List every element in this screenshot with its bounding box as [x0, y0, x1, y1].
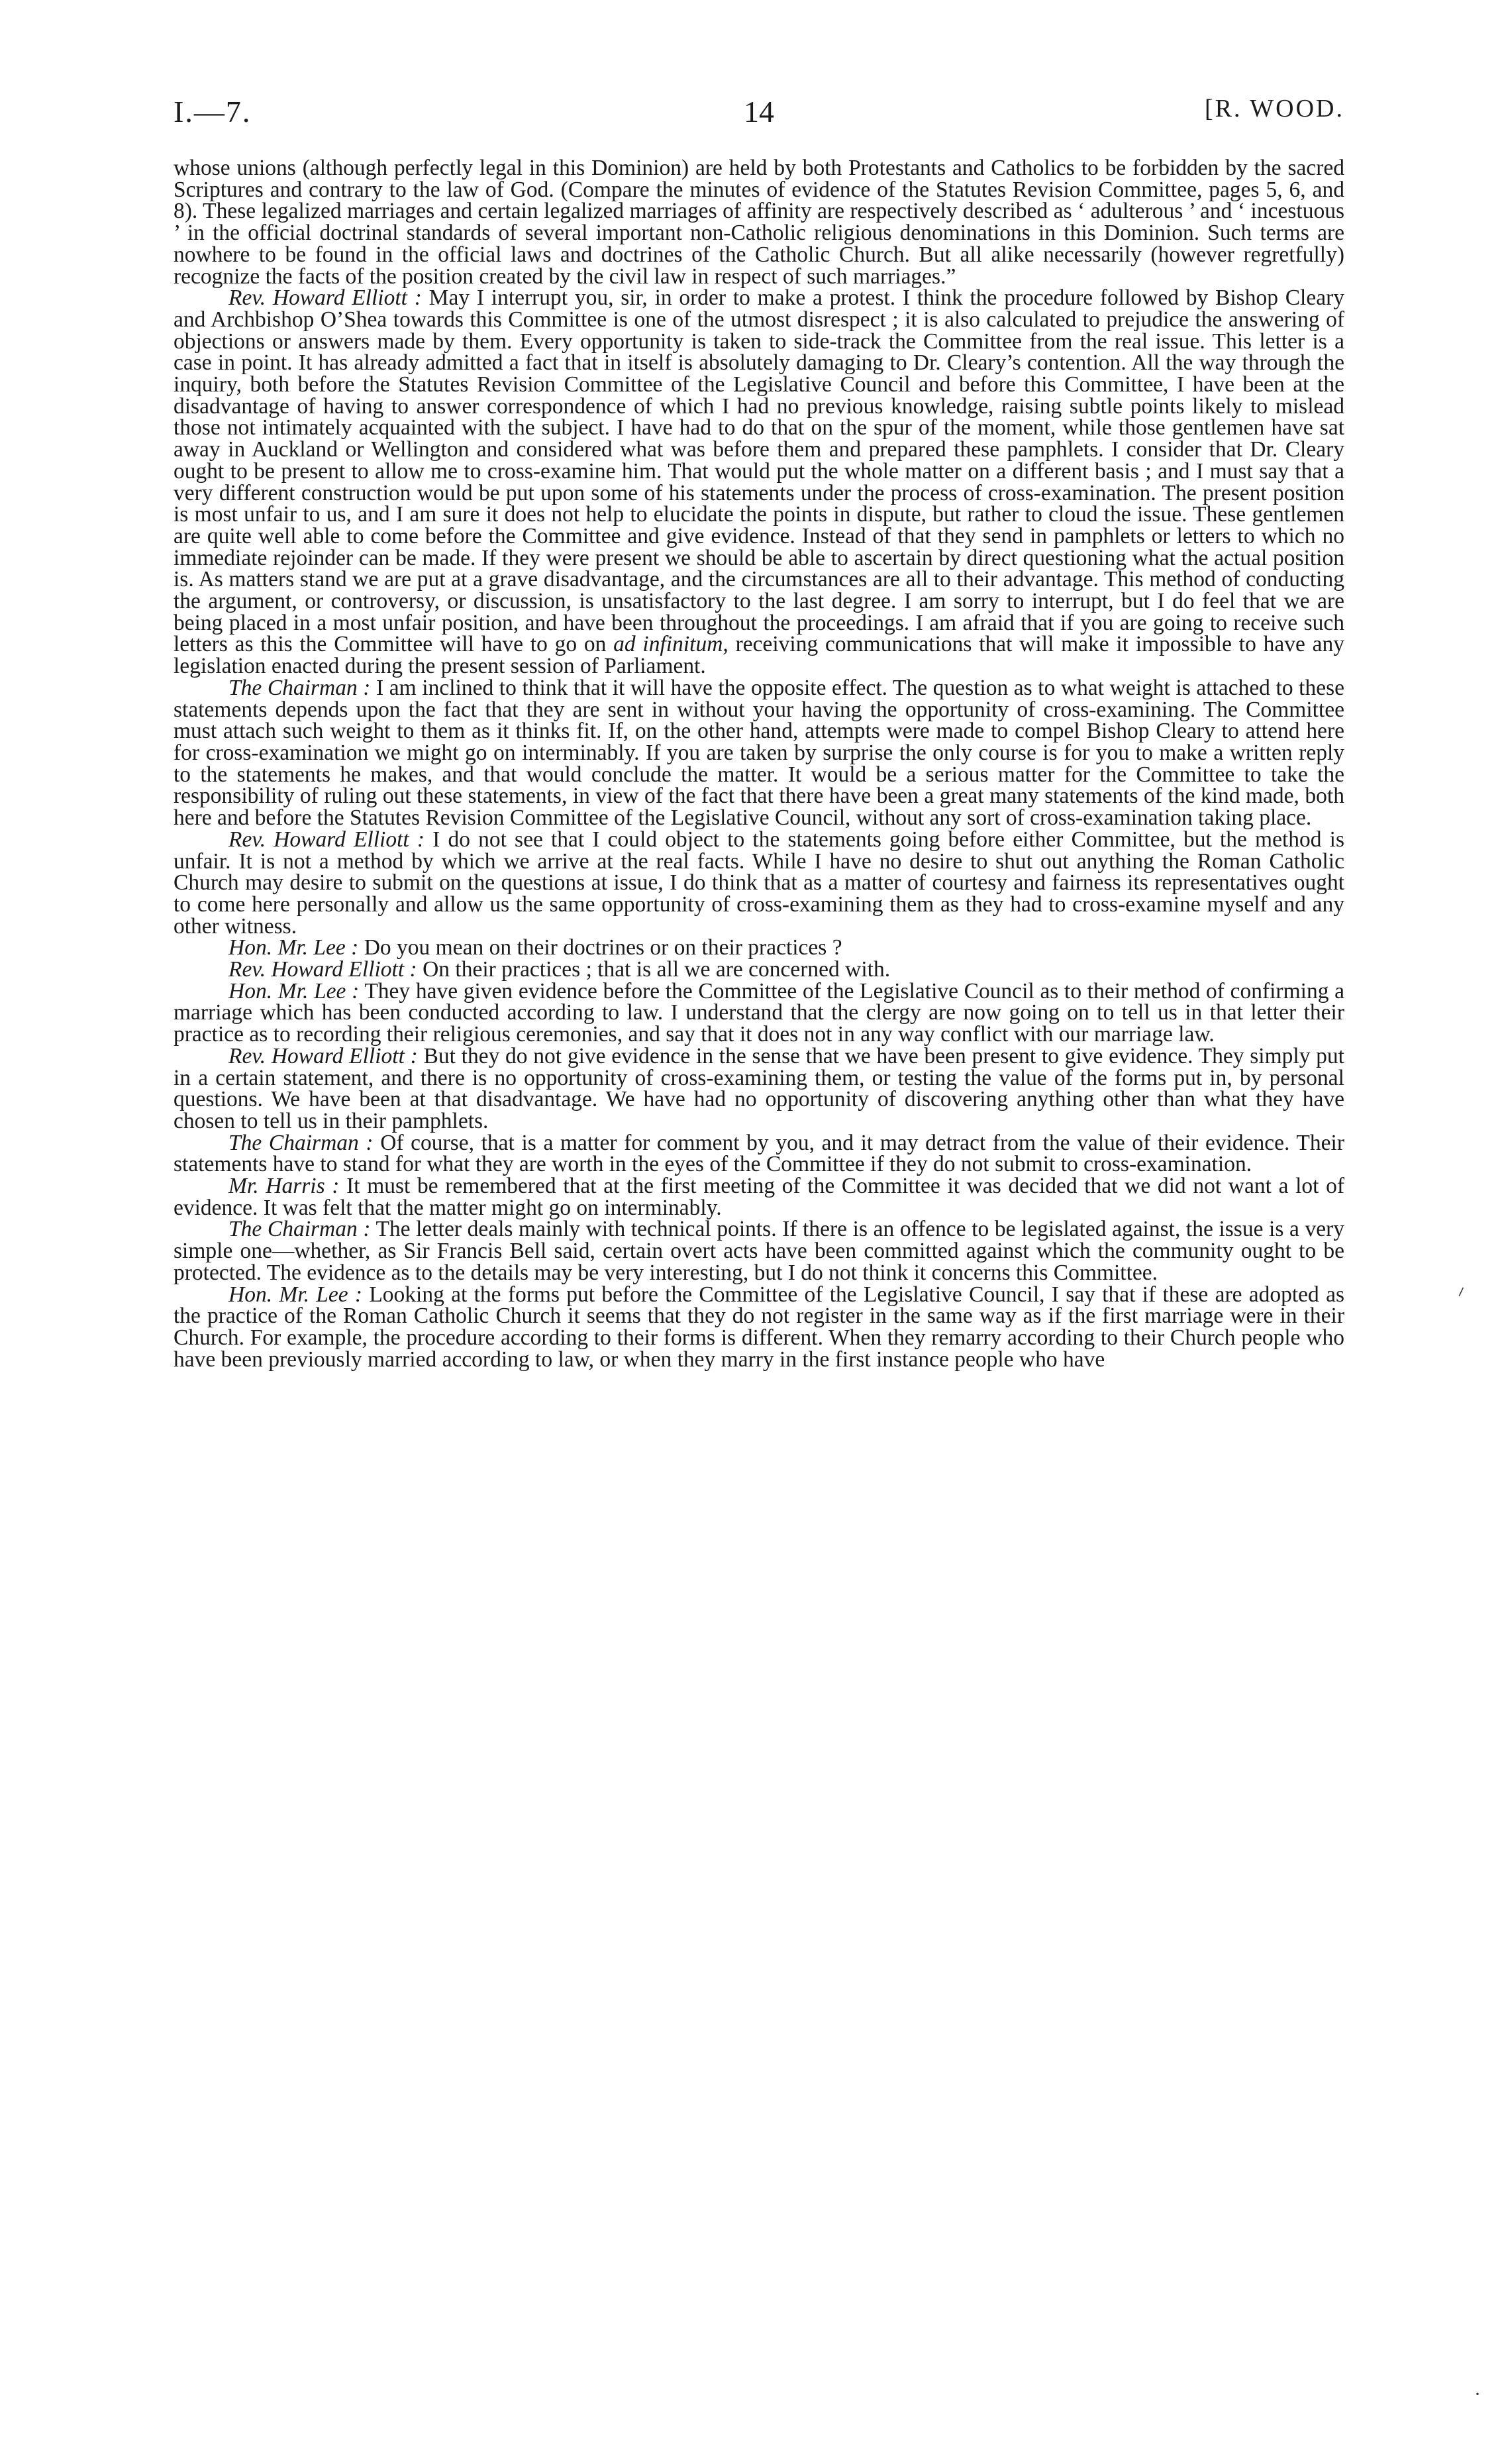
- speaker-name: Hon. Mr. Lee :: [228, 978, 360, 1003]
- paragraph-text: I do not see that I could object to the statements going before either Committee, but the method is unfair. It is not a method by which we arrive at the real facts. While I have no desire to shut out anything the Roman Catholic Church may desire to submit on the questions at issue, I do think that as a matter of courtesy and fairness its representatives ought to come here personally and allow us the same opportunity of cross-examining them as they had to cross-examine myself and any other witness.: [174, 827, 1344, 939]
- speaker-name: The Chairman :: [228, 675, 371, 700]
- speaker-name: Rev. Howard Elliott :: [228, 957, 417, 982]
- paper-reference: I.—7.: [174, 95, 252, 128]
- speaker-name: The Chairman :: [228, 1130, 374, 1155]
- paragraph-text-tail: receiving communications that will make it impossible to have any legislation enacted during the present session of Parliament.: [174, 632, 1344, 679]
- page-number: 14: [744, 95, 774, 128]
- paragraph-11: [174, 1219, 1344, 1284]
- margin-tick-mark: ⸝: [1451, 1276, 1468, 1300]
- paragraph-7: [174, 978, 1344, 1047]
- paragraph-5: [174, 937, 1344, 959]
- paragraph-10: [174, 1176, 1344, 1219]
- speaker-name: Hon. Mr. Lee :: [228, 1282, 363, 1307]
- paragraph-text: On their practices ; that is all we are concerned with.: [417, 957, 891, 982]
- paragraph-text: Of course, that is a matter for comment by you, and it may detract from the value of their evidence. Their statements have to stand for what they are worth in the eyes of the Committee if they do not submit to cross-examination.: [174, 1130, 1344, 1177]
- paragraph-text: They have given evidence before the Committee of the Legislative Council as to their method of confirming a marriage which has been conducted according to law. I understand that the clergy are now going on to tell us in that letter their practice as to recording their religious ceremonies, and say that it does not in any way conflict with our marriage law.: [174, 978, 1344, 1047]
- page-header: [174, 94, 1344, 134]
- paragraph-1: [174, 158, 1344, 287]
- paragraph-text: But they do not give evidence in the sense that we have been present to give evidence. They simply put in a certain statement, and there is no opportunity of cross-examining them, or testing the value of the forms put in, by personal questions. We have been at that disadvantage. We have had no opportunity of discovering anything other than what they have chosen to tell us in their pamphlets.: [174, 1043, 1344, 1133]
- paragraph-text: Do you mean on their doctrines or on their practices ?: [358, 935, 842, 960]
- paragraph-text: It must be remembered that at the first meeting of the Committee it was decided that we did not want a lot of evidence. It was felt that the matter might go on interminably.: [174, 1174, 1345, 1220]
- paragraph-6: [174, 959, 1344, 981]
- paragraph-4: [174, 829, 1344, 938]
- paragraph-9: [174, 1130, 1344, 1177]
- paragraph-text: Looking at the forms put before the Committee of the Legislative Council, I say that if these are adopted as the practice of the Roman Catholic Church it seems that they do not register in the same way as if the first marriage were in their Church. For example, the procedure according to their forms is different. When they remarry according to their Church people who have been previously married according to law, or when they marry in the first instance people who have: [174, 1282, 1344, 1372]
- latin-phrase: ad infinitum,: [613, 632, 728, 657]
- speaker-name: Rev. Howard Elliott :: [228, 827, 425, 852]
- witness-name: [R. WOOD.: [1204, 95, 1344, 123]
- speaker-name: Mr. Harris :: [228, 1174, 340, 1199]
- paragraph-text: The letter deals mainly with technical points. If there is an offence to be legislated against, the issue is a very simple one—whether, as Sir Francis Bell said, certain overt acts have been committed against which the community ought to be protected. The evidence as to the details may be very interesting, but I do not think it concerns this Committee.: [174, 1217, 1344, 1285]
- paragraph-2: [174, 287, 1344, 678]
- document-body: [174, 158, 1344, 1370]
- speaker-name: Rev. Howard Elliott :: [228, 1043, 418, 1068]
- paragraph-text: I am inclined to think that it will have the opposite effect. The question as to what weight is attached to these statements depends upon the fact that they are sent in without your having the opportunity of cross-examining. The Committee must attach such weight to them as it thinks fit. If, on the other hand, attempts were made to compel Bishop Cleary to attend here for cross-examination we might go on interminably. If you are taken by surprise the only course is for you to make a written reply to the statements he makes, and that would conclude the matter. It would be a serious matter for the Committee to take the responsibility of ruling out these statements, in view of the fact that there have been a great many statements of the kind made, both here and before the Statutes Revision Committee of the Legislative Council, without any sort of cross-examination taking place.: [174, 675, 1344, 831]
- paragraph-3: [174, 675, 1344, 831]
- paragraph-text: May I interrupt you, sir, in order to make a protest. I think the procedure followed by Bishop Cleary and Archbishop O’Shea towards this Committee is one of the utmost disrespect ; it is also calculated to prejudice the answering of objections or answers made by them. Every opportunity is taken to side-track the Committee from the real issue. This letter is a case in point. It has already admitted a fact that in itself is absolutely damaging to Dr. Cleary’s contention. All the way through the inquiry, both before the Statutes Revision Committee of the Legislative Council and before this Committee, I have been at the disadvantage of having to answer correspondence of which I had no previous knowledge, raising subtle points likely to mislead those not intimately acquainted with the subject. I have had to do that on the spur of the moment, while those gentlemen have sat away in Auckland or Wellington and considered what was before them and prepared these pamphlets. I consider that Dr. Cleary ought to be present to allow me to cross-examine him. That would put the whole matter on a different basis ; and I must say that a very different construction would be put upon some of his statements under the process of cross-examination. The present position is most unfair to us, and I am sure it does not help to elucidate the points in dispute, but rather to cloud the issue. These gentlemen are quite well able to come before the Committee and give evidence. Instead of that they send in pamphlets or letters to which no immediate rejoinder can be made. If they were present we should be able to ascertain by direct questioning what the actual position is. As matters stand we are put at a grave disadvantage, and the circumstances are all to their advantage. This method of conducting the argument, or controversy, or discussion, is unsatisfactory to the last degree. I am sorry to interrupt, but I do feel that we are being placed in a most unfair position, and have been throughout the proceedings. I am afraid that if you are going to receive such letters as this the Committee will have to go on: [174, 285, 1345, 657]
- margin-dot-mark: ·: [1474, 2383, 1481, 2405]
- paragraph-8: [174, 1043, 1344, 1133]
- paragraph-12: [174, 1284, 1344, 1371]
- speaker-name: Hon. Mr. Lee :: [228, 935, 359, 960]
- speaker-name: The Chairman :: [228, 1217, 371, 1242]
- paragraph-text: whose unions (although perfectly legal in this Dominion) are held by both Protestants and Catholics to be forbidden by the sacred Scriptures and contrary to the law of God. (Compare the minutes of evidence of the Statutes Revision Committee, pages 5, 6, and 8). These legalized marriages and certain legalized marriages of affinity are respectively described as ‘ adulterous ’ and ‘ incestuous ’ in the official doctrinal standards of several important non-Catholic religious denominations in this Dominion. Such terms are nowhere to be found in the official laws and doctrines of the Catholic Church. But all alike necessarily (however regretfully) recognize the facts of the position created by the civil law in respect of such marriages.”: [174, 156, 1344, 289]
- speaker-name: Rev. Howard Elliott :: [228, 285, 422, 311]
